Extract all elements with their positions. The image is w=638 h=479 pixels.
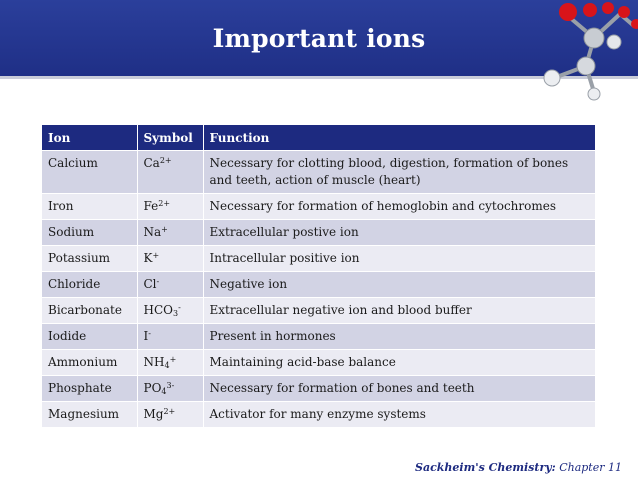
- ion-symbol-cell: [137, 350, 203, 376]
- symbol-base: PO: [143, 381, 162, 395]
- ion-name-cell: Sodium: [42, 220, 137, 246]
- ions-table: [42, 125, 596, 427]
- ion-function-cell: Extracellular postive ion: [203, 220, 595, 246]
- table-row: [42, 298, 595, 324]
- table-row: [42, 376, 595, 402]
- symbol-base: NH: [143, 355, 165, 369]
- ion-symbol-cell: [137, 376, 203, 402]
- table-row: [42, 194, 595, 220]
- column-header-ion: Ion: [42, 125, 137, 151]
- ion-name-cell: Potassium: [42, 246, 137, 272]
- table-row: [42, 272, 595, 298]
- symbol-charge: +: [161, 225, 168, 234]
- symbol-charge: -: [178, 303, 181, 312]
- symbol-base: K: [143, 251, 153, 265]
- page-title: Important ions: [212, 24, 426, 53]
- footer-book: Sackheim's Chemistry:: [415, 461, 556, 474]
- symbol-charge: -: [148, 329, 151, 338]
- symbol-charge: +: [152, 251, 160, 260]
- ion-function-cell: Intracellular positive ion: [203, 246, 595, 272]
- symbol-charge: -: [156, 277, 160, 286]
- ion-name-cell: Bicarbonate: [42, 298, 137, 324]
- table-row: [42, 324, 595, 350]
- symbol-subscript: 4: [164, 361, 170, 370]
- ion-symbol-cell: [137, 151, 203, 194]
- symbol-charge: 2+: [159, 156, 172, 165]
- symbol-base: Ca: [143, 156, 160, 170]
- ion-name-cell: Phosphate: [42, 376, 137, 402]
- ion-function-cell: Activator for many enzyme systems: [203, 402, 595, 428]
- table-header-row: [42, 125, 595, 151]
- ion-symbol-cell: [137, 194, 203, 220]
- table-row: [42, 402, 595, 428]
- symbol-base: Mg: [143, 407, 164, 421]
- ion-name-cell: Ammonium: [42, 350, 137, 376]
- symbol-charge: +: [169, 355, 177, 364]
- symbol-subscript: 4: [161, 387, 167, 396]
- ion-name-cell: Iodide: [42, 324, 137, 350]
- ion-symbol-cell: [137, 402, 203, 428]
- symbol-base: HCO: [143, 303, 173, 317]
- table-row: [42, 151, 595, 194]
- ion-function-cell: Extracellular negative ion and blood buffer: [203, 298, 595, 324]
- ion-name-cell: Iron: [42, 194, 137, 220]
- ion-function-cell: Present in hormones: [203, 324, 595, 350]
- ion-name-cell: Chloride: [42, 272, 137, 298]
- ion-function-cell: Necessary for formation of hemoglobin and cytochromes: [203, 194, 595, 220]
- symbol-base: Cl: [143, 277, 157, 291]
- column-header-symbol: Symbol: [137, 125, 203, 151]
- ion-name-cell: Calcium: [42, 151, 137, 194]
- column-header-function: Function: [203, 125, 595, 151]
- symbol-charge: 2+: [158, 199, 171, 208]
- ion-function-cell: Negative ion: [203, 272, 595, 298]
- ion-symbol-cell: [137, 220, 203, 246]
- symbol-base: Fe: [143, 199, 159, 213]
- ion-function-cell: Maintaining acid-base balance: [203, 350, 595, 376]
- symbol-charge: 3-: [166, 381, 175, 390]
- symbol-subscript: 3: [172, 309, 179, 318]
- ion-function-cell: Necessary for formation of bones and teeth: [203, 376, 595, 402]
- symbol-charge: 2+: [163, 407, 176, 416]
- ion-symbol-cell: [137, 298, 203, 324]
- ion-name-cell: Magnesium: [42, 402, 137, 428]
- ion-function-cell: Necessary for clotting blood, digestion, formation of bones and teeth, action of muscle (heart): [203, 151, 595, 194]
- symbol-base: I: [143, 329, 149, 343]
- ion-symbol-cell: [137, 324, 203, 350]
- table-row: [42, 350, 595, 376]
- table-row: [42, 246, 595, 272]
- table-row: [42, 220, 595, 246]
- source-footer: [415, 461, 622, 474]
- ion-symbol-cell: [137, 246, 203, 272]
- symbol-base: Na: [143, 225, 162, 239]
- molecule-model-icon: [524, 0, 638, 104]
- ion-symbol-cell: [137, 272, 203, 298]
- footer-chapter: Chapter 11: [559, 461, 622, 474]
